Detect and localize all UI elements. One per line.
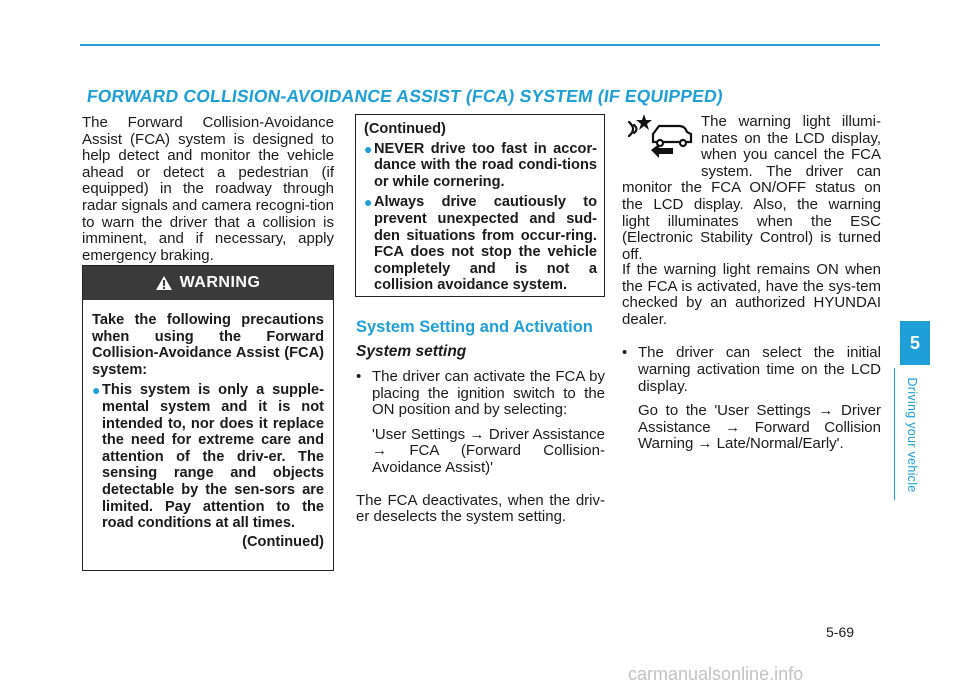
warning-body [83,300,333,550]
section-bullet-text: The driver can activate the FCA by placing the ignition switch to the ON position and by selecting: [372,368,605,419]
col3-bullet [622,345,881,395]
warning-light-paragraph: The warning light illumi-nates on the LCD display, when you cancel the FCA system. The driver can monitor the FCA ON/OFF status on the LCD display. Also, the warning light illuminates when the ESC (Electronic Stability Control) is turned off. [622,113,881,263]
continued-bullet-1-text: NEVER drive too fast in accor-dance with the road condi-tions or while cornering. [374,140,597,190]
warning-continued: (Continued) [242,533,324,550]
bullet-dot-icon: ● [364,140,373,157]
section-bullet [356,369,605,419]
warning-lead: Take the following precautions when using the Forward Collision-Avoidance Assist (FCA) system: [92,312,324,378]
intro-paragraph [82,115,334,264]
header-rule [80,44,880,46]
section-subheading: System setting [356,343,467,360]
warning-header [83,266,333,300]
continued-bullet-2 [364,194,597,294]
sidebar-rule [894,368,895,500]
section-body [356,369,605,526]
bullet-dot-icon: ● [92,382,101,399]
warning-box [82,265,334,571]
chapter-title: Driving your vehicle [905,377,919,493]
col3-bullet-text: The driver can select the initial warning activation time on the LCD display. [638,344,881,395]
continued-bullet-1 [364,141,597,191]
warning-heading: WARNING [179,274,261,291]
warning-light-text [622,114,881,263]
bullet-dot-icon: • [622,344,628,362]
icon-float-spacer [622,114,701,180]
settings-path-1: 'User Settings → Driver Assistance → FCA (Forward Collision-Avoidance Assist)' [372,425,605,476]
continued-warning-box [355,114,605,297]
bullet-dot-icon: ● [364,194,373,211]
continued-bullet-2-text: Always drive cautiously to prevent unexpected and sud-den situations from occur-ring. FCA does not stop the vehicle completely and is not a collision avoidance system. [374,194,597,294]
col3-body [622,262,881,453]
section-heading: System Setting and Activation [356,318,593,336]
warning-bullet [92,382,324,531]
page-number: 5-69 [826,624,855,640]
warning-triangle-icon [156,276,172,290]
deactivate-paragraph: The FCA deactivates, when the driv-er deselects the system setting. [356,491,605,526]
warning-bullet-text: This system is only a supple-mental system and it is not intended to, nor does it replace the need for extreme care and attention of the driv-er. The sensing range and objects detectable by the sen-sors are limited. Pay attention to the road conditions at all times. [102,382,324,532]
intro-text: The Forward Collision-Avoidance Assist (FCA) system is designed to help detect and monitor the vehicle ahead or detect a pedestrian (if equipped) in the roadway through radar signals and camera recogni-tion to warn the driver that a collision is imminent, and if necessary, apply emergency braking. [82,114,334,264]
chapter-tab: 5 [900,321,930,365]
continued-label: (Continued) [364,121,446,137]
watermark: carmanualsonline.info [628,664,804,684]
bullet-dot-icon: • [356,368,362,385]
settings-path-2: Go to the 'User Settings → Driver Assistance → Forward Collision Warning → Late/Normal/Early'. [638,402,881,453]
page-title: FORWARD COLLISION-AVOIDANCE ASSIST (FCA) SYSTEM (IF EQUIPPED) [85,86,725,106]
dealer-paragraph: If the warning light remains ON when the FCA is activated, have the sys-tem checked by an authorized HYUNDAI dealer. [622,261,881,328]
